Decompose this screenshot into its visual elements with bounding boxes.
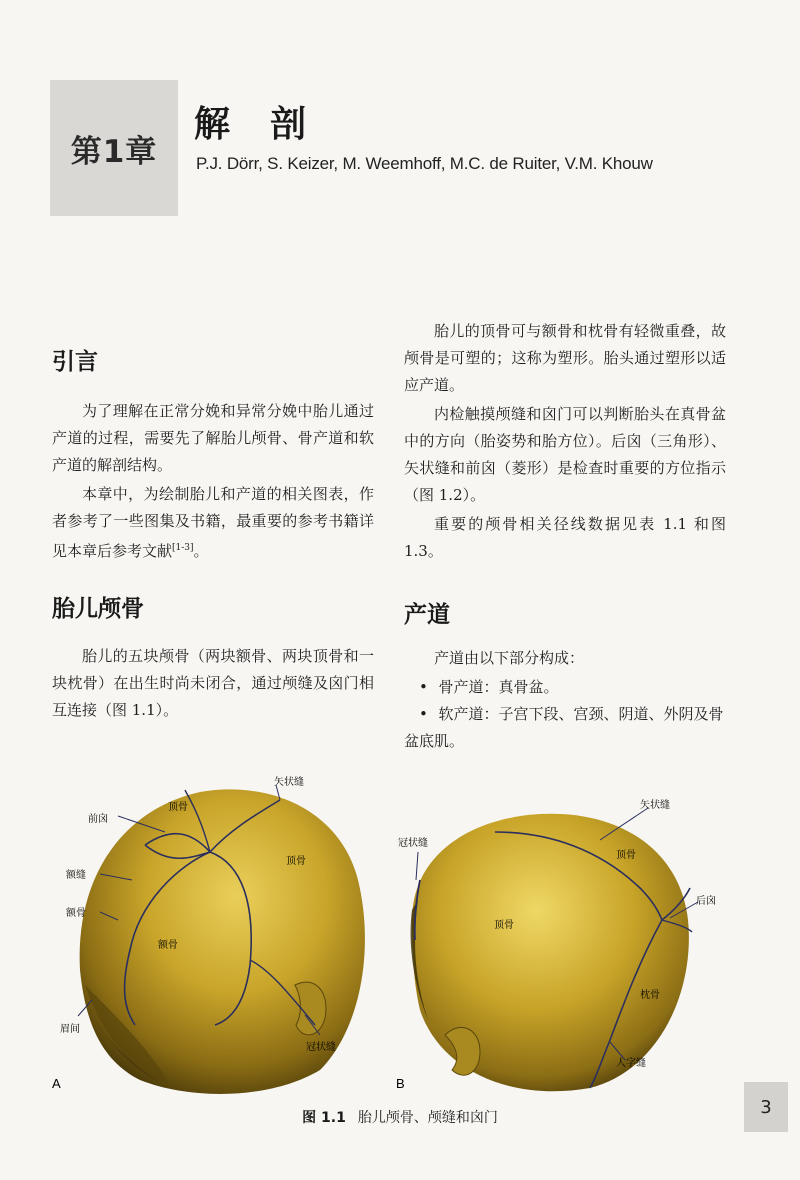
label-a-anterior-fontanelle: 前囟 — [88, 814, 108, 825]
label-b-parietal-center: 顶骨 — [494, 920, 514, 931]
label-a-frontal-bone-center: 额骨 — [158, 940, 178, 951]
intro-paragraph-2-text: 本章中，为绘制胎儿和产道的相关图表，作者参考了一些图集及书籍，最重要的参考书籍详见本章后参考文献 — [52, 485, 374, 560]
page-number — [744, 1082, 788, 1132]
label-a-glabella: 眉间 — [60, 1024, 80, 1035]
bullet-icon: • — [419, 705, 428, 723]
label-a-parietal-top: 顶骨 — [168, 802, 188, 813]
list-item — [404, 701, 726, 755]
figure-number: 图 1.1 — [302, 1110, 346, 1126]
page-number-text: 3 — [760, 1096, 772, 1118]
label-b-sagittal-suture: 矢状缝 — [640, 800, 670, 811]
list-item — [404, 674, 726, 701]
list-item-text: 骨产道：真骨盆。 — [438, 678, 559, 696]
label-a-sagittal-suture: 矢状缝 — [274, 777, 304, 788]
introduction-text — [52, 398, 374, 567]
birth-canal-list — [404, 674, 726, 755]
figure-caption — [0, 1107, 800, 1127]
skull-panel-b — [411, 808, 698, 1091]
label-a-frontal-bone-left: 额骨 — [66, 908, 86, 919]
intro-paragraph-1: 为了理解在正常分娩和异常分娩中胎儿通过产道的过程，需要先了解胎儿颅骨、骨产道和软产道的解剖结构。 — [52, 402, 374, 474]
label-a-frontal-suture: 额缝 — [66, 870, 86, 881]
right-column-text — [404, 318, 726, 567]
fetal-skull-paragraph: 胎儿的五块颅骨（两块额骨、两块顶骨和一块枕骨）在出生时尚未闭合，通过颅缝及囟门相互连接（图 1.1）。 — [52, 647, 374, 719]
label-a-coronal-suture: 冠状缝 — [306, 1042, 336, 1053]
right-paragraph-3: 重要的颅骨相关径线数据见表 1.1 和图 1.3。 — [404, 515, 726, 560]
label-a-parietal-right: 顶骨 — [286, 856, 306, 867]
fetal-skull-figure — [40, 770, 740, 1100]
list-item-text: 软产道：子宫下段、宫颈、阴道、外阴及骨盆底肌。 — [404, 705, 724, 750]
panel-letter-a: A — [52, 1076, 61, 1091]
chapter-title: 解剖 — [194, 104, 347, 145]
birth-canal-intro: 产道由以下部分构成： — [434, 649, 585, 667]
fetal-skull-text — [52, 643, 374, 726]
chapter-authors: P.J. Dörr, S. Keizer, M. Weemhoff, M.C. de Ruiter, V.M. Khouw — [196, 154, 653, 173]
figure-caption-text: 胎儿颅骨、颅缝和囟门 — [357, 1110, 498, 1126]
label-b-coronal-suture: 冠状缝 — [398, 838, 428, 849]
section-title-introduction: 引言 — [52, 349, 98, 375]
birth-canal-text — [404, 645, 726, 755]
right-paragraph-1: 胎儿的顶骨可与额骨和枕骨有轻微重叠，故颅骨是可塑的；这称为塑形。胎头通过塑形以适应产道。 — [404, 322, 726, 394]
section-title-fetal-skull: 胎儿颅骨 — [52, 596, 144, 622]
label-b-posterior-fontanelle: 后囟 — [696, 896, 716, 907]
label-b-occipital-bone: 枕骨 — [640, 990, 660, 1001]
chapter-label: 第1章 — [70, 133, 158, 170]
chapter-box — [50, 80, 178, 216]
section-title-birth-canal: 产道 — [404, 602, 450, 628]
label-b-parietal-right: 顶骨 — [616, 850, 636, 861]
reference-superscript: [1-3] — [172, 543, 194, 553]
right-paragraph-2: 内检触摸颅缝和囟门可以判断胎头在真骨盆中的方向（胎姿势和胎方位）。后囟（三角形）、矢状缝和前囟（菱形）是检查时重要的方位指示（图 1.2）。 — [404, 405, 726, 504]
panel-letter-b: B — [396, 1076, 405, 1091]
intro-paragraph-2 — [52, 481, 374, 565]
intro-paragraph-2-end: 。 — [193, 542, 209, 560]
bullet-icon: • — [419, 678, 428, 696]
label-b-lambdoid-suture: 人字缝 — [616, 1058, 646, 1069]
